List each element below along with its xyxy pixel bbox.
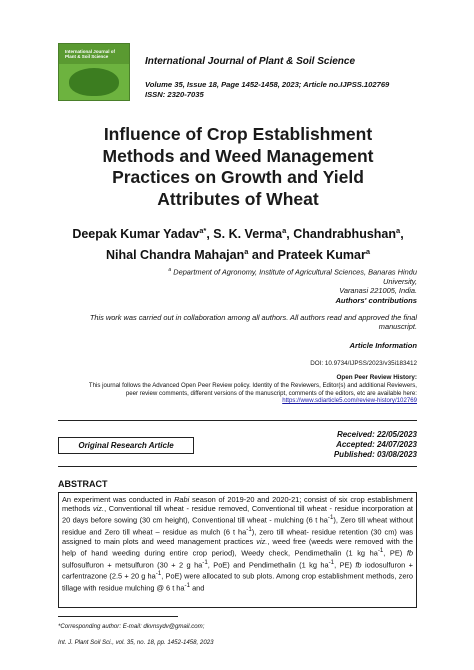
peer-review-heading: Open Peer Review History: — [336, 374, 417, 381]
abstract-run: season of 2019-20 and 2020-21; consist of six crop establishment methods — [62, 495, 413, 514]
contributions-line: This work was carried out in collaboration among all authors. All authors read and approved the final — [89, 313, 417, 322]
author-affiliation-mark: a* — [199, 226, 207, 235]
author-affiliation-mark: a — [396, 226, 401, 235]
doi[interactable]: DOI: 10.9734/IJPSS/2023/v35i183412 — [310, 360, 417, 367]
abstract-run: , PE) — [334, 560, 356, 570]
contributions-line: manuscript. — [378, 322, 417, 332]
title-line: Attributes of Wheat — [157, 188, 319, 209]
abstract-run: An experiment was conducted in — [62, 495, 175, 504]
abstract-run: ), Zero till wheat without residue and Zero till wheat – residue as mulch (6 t ha — [62, 515, 414, 537]
affiliation-mark: a — [168, 267, 172, 273]
cover-plant-graphic — [69, 68, 119, 96]
abstract-run: , PoE) and Pendimethalin (1 kg ha — [207, 560, 329, 570]
author-name: Prateek Kumar — [277, 248, 366, 263]
footnote-rule — [58, 616, 178, 617]
title-line: Influence of Crop Establishment — [103, 124, 373, 144]
abstract-box — [58, 492, 417, 608]
author-name: S. K. Verma — [213, 227, 283, 242]
affiliation-line: Varanasi 221005, India. — [339, 285, 417, 295]
author-line-2 — [48, 243, 428, 264]
accepted-date: Accepted: 24/07/2023 — [336, 440, 417, 449]
author-name: Deepak Kumar Yadav — [72, 227, 200, 242]
volume-block — [145, 80, 389, 99]
abstract-text — [62, 495, 413, 593]
title-line: Practices on Growth and Yield — [112, 167, 364, 187]
author-affiliation-mark: a — [244, 247, 249, 257]
affiliation-line — [150, 266, 417, 286]
abstract-run: , PE) — [383, 548, 407, 558]
author-affiliation-mark: a — [282, 226, 287, 235]
cover-title: International Journal of Plant & Soil Science — [65, 49, 116, 59]
publication-dates — [250, 430, 417, 460]
article-type-label: Original Research Article — [58, 437, 194, 454]
journal-cover-image — [58, 43, 130, 101]
citation-footer: Int. J. Plant Soil Sci., vol. 35, no. 18, pp. 1452-1458, 2023 — [58, 639, 214, 646]
abstract-run: fb — [406, 548, 414, 558]
abstract-run: viz. — [92, 504, 105, 514]
divider — [58, 466, 417, 467]
abstract-run: Rabi — [174, 495, 190, 504]
peer-review-text — [48, 382, 417, 405]
peer-review-line: peer review comments, different versions of the manuscript, comments of the editors, etc are available here: — [125, 389, 417, 397]
abstract-run: -1 — [155, 570, 162, 578]
divider — [58, 420, 417, 421]
paper-title — [60, 124, 416, 210]
issn-line: ISSN: 2320-7035 — [145, 89, 204, 99]
contributions-heading: Authors' contributions — [335, 296, 417, 305]
abstract-run: -1 — [202, 558, 208, 566]
affiliation — [150, 266, 417, 295]
abstract-run: , Conventional till wheat - residue removed, Conventional till wheat - residue incorporation at 20 days before sowing (30 cm height), Conventional till wheat - mulching (6 t ha — [62, 504, 413, 525]
abstract-heading: ABSTRACT — [58, 479, 108, 489]
received-date: Received: 22/05/2023 — [336, 430, 417, 439]
published-date: Published: 03/08/2023 — [333, 450, 417, 459]
article-info-heading: Article Information — [349, 341, 417, 350]
corresponding-author: *Corresponding author: E-mail: dkvnsydv@gmail.com; — [58, 623, 205, 630]
author-line-1: Deepak Kumar Yadav$^{a*}$, S. K. Verma$^a$, Chandrabhushan$^a$, — [72, 226, 404, 242]
abstract-run: viz. — [256, 536, 268, 546]
author-affiliation-mark: a — [365, 247, 371, 257]
abstract-run: iodosulfuron + carfentrazone (2.5 + 20 g ha — [62, 560, 413, 581]
abstract-run: -1 — [184, 581, 191, 589]
abstract-run: and — [190, 583, 205, 593]
abstract-run: -1 — [328, 558, 335, 566]
title-line: Methods and Weed Management — [102, 145, 374, 166]
abstract-run: ), zero till wheat- residue retention (30 cm) was assigned to main plots and weed management practices — [62, 527, 413, 546]
author-name: Nihal Chandra Mahajan — [105, 248, 245, 263]
peer-review-link[interactable]: https://www.sdiarticle5.com/review-history/102769 — [282, 397, 417, 404]
affiliation-text: Department of Agronomy, Institute of Agricultural Sciences, Banaras Hindu University, — [173, 267, 417, 286]
abstract-run: -1 — [377, 546, 384, 554]
journal-name: International Journal of Plant & Soil Science — [145, 56, 356, 67]
abstract-run: fb — [355, 560, 362, 570]
author-and: and — [251, 248, 275, 263]
peer-review-line: This journal follows the Advanced Open Peer Review policy. Identity of the Reviewers, Editor(s) and additional Reviewers, — [88, 382, 417, 389]
author-name: Chandrabhushan — [293, 227, 397, 242]
abstract-run: , weed free (weeds were removed with the help of hand weeding during entire crop period), Weedy check, Pendimethalin (1 kg ha — [62, 536, 413, 558]
abstract-run: sulfosulfuron + metsulfuron (30 + 2 g ha — [62, 560, 203, 570]
author-list — [48, 222, 428, 264]
abstract-run: -1 — [327, 514, 334, 522]
abstract-run: -1 — [246, 526, 252, 534]
abstract-run: , PoE) were allocated to sub plots. Among crop establishment methods, zero tillage with residue mulching @ 6 t ha — [62, 571, 414, 593]
contributions-text — [48, 313, 417, 331]
volume-line: Volume 35, Issue 18, Page 1452-1458, 2023; Article no.IJPSS.102769 — [145, 80, 390, 89]
